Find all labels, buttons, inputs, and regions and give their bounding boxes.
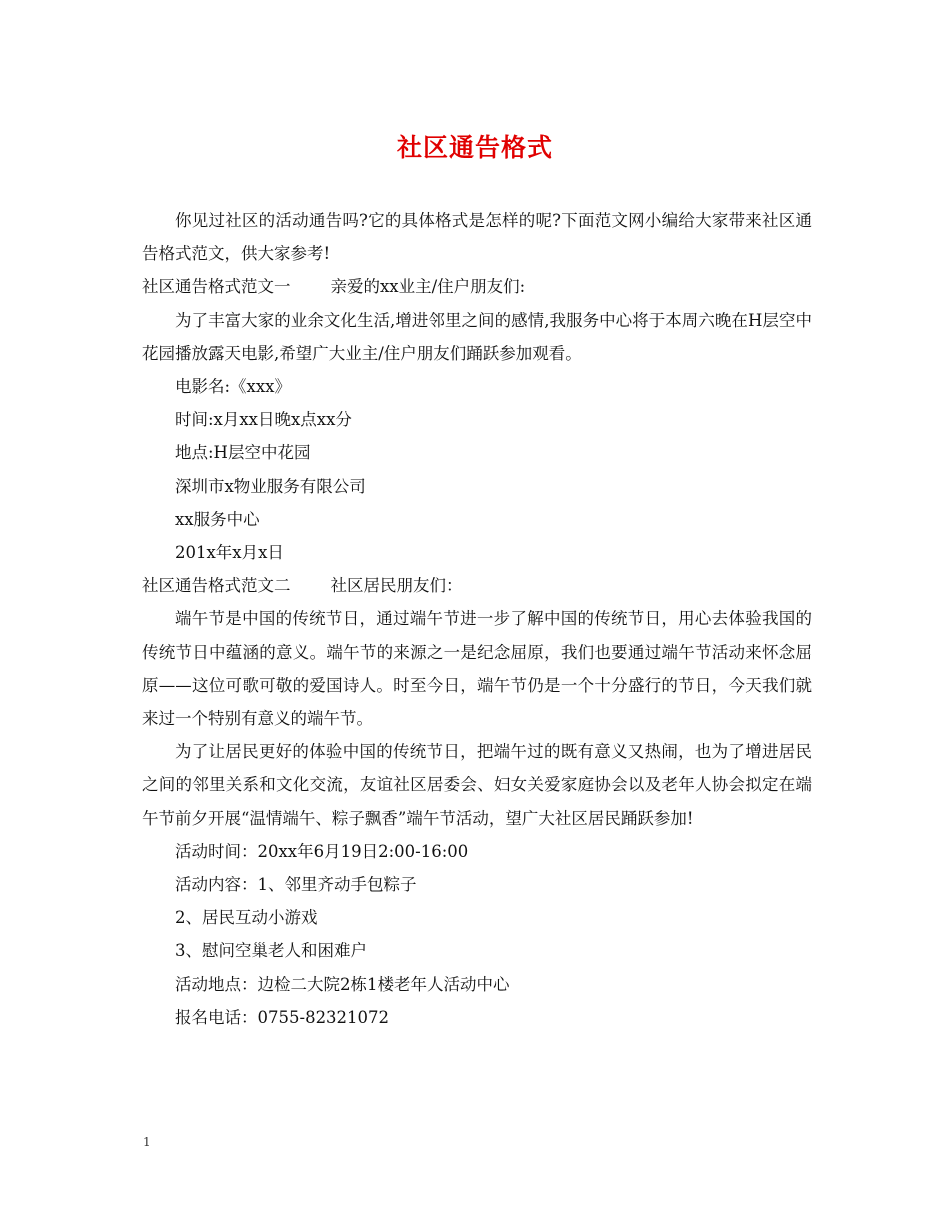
sample1-line-place: 地点:H层空中花园 [175, 443, 311, 463]
intro-paragraph: 你见过社区的活动通告吗?它的具体格式是怎样的呢?下面范文网小编给大家带来社区通告格式范文，供大家参考! [142, 211, 812, 264]
sample1-line-date: 201x年x月x日 [175, 543, 284, 563]
sample2-line-visit: 3、慰问空巢老人和困难户 [175, 941, 367, 961]
document-title: 社区通告格式 [396, 133, 553, 162]
sample2-paragraph-2: 为了让居民更好的体验中国的传统节日，把端午过的既有意义又热闹，也为了增进居民之间的邻里关系和文化交流，友谊社区居委会、妇女关爱家庭协会以及老年人协会拟定在端午节前夕开展“温情端午、粽子飘香”端午节活动，望广大社区居民踊跃参加! [142, 742, 812, 828]
sample2-line-place: 活动地点：边检二大院2栋1楼老年人活动中心 [175, 974, 510, 994]
sample1-heading: 社区通告格式范文一 [142, 277, 291, 297]
sample1-line-center: xx服务中心 [175, 509, 260, 529]
sample1-salutation: 亲爱的xx业主/住户朋友们: [330, 277, 526, 297]
sample1-line-company: 深圳市x物业服务有限公司 [175, 476, 366, 496]
sample2-line-game: 2、居民互动小游戏 [175, 908, 318, 928]
sample1-line-film: 电影名:《xxx》 [175, 377, 291, 397]
sample2-paragraph-1: 端午节是中国的传统节日，通过端午节进一步了解中国的传统节日，用心去体验我国的传统节日中蕴涵的意义。端午节的来源之一是纪念屈原，我们也要通过端午节活动来怀念屈原——这位可歌可敬的爱国诗人。时至今日，端午节仍是一个十分盛行的节日，今天我们就来过一个特别有意义的端午节。 [142, 609, 812, 729]
sample2-heading: 社区通告格式范文二 [142, 576, 291, 596]
sample2-line-content: 活动内容：1、邻里齐动手包粽子 [175, 875, 417, 895]
document-body [142, 204, 812, 1034]
sample1-line-time: 时间:x月xx日晚x点xx分 [175, 410, 352, 430]
sample1-paragraph: 为了丰富大家的业余文化生活,增进邻里之间的感情,我服务中心将于本周六晚在H层空中花园播放露天电影,希望广大业主/住户朋友们踊跃参加观看。 [142, 310, 812, 363]
sample2-salutation: 社区居民朋友们： [330, 576, 463, 596]
sample2-heading-line [142, 569, 812, 602]
sample2-line-phone: 报名电话：0755-82321072 [175, 1007, 390, 1027]
sample2-line-time: 活动时间：20xx年6月19日2:00-16:00 [175, 841, 469, 861]
sample1-heading-line [142, 270, 812, 303]
page-number: 1 [143, 1135, 151, 1149]
